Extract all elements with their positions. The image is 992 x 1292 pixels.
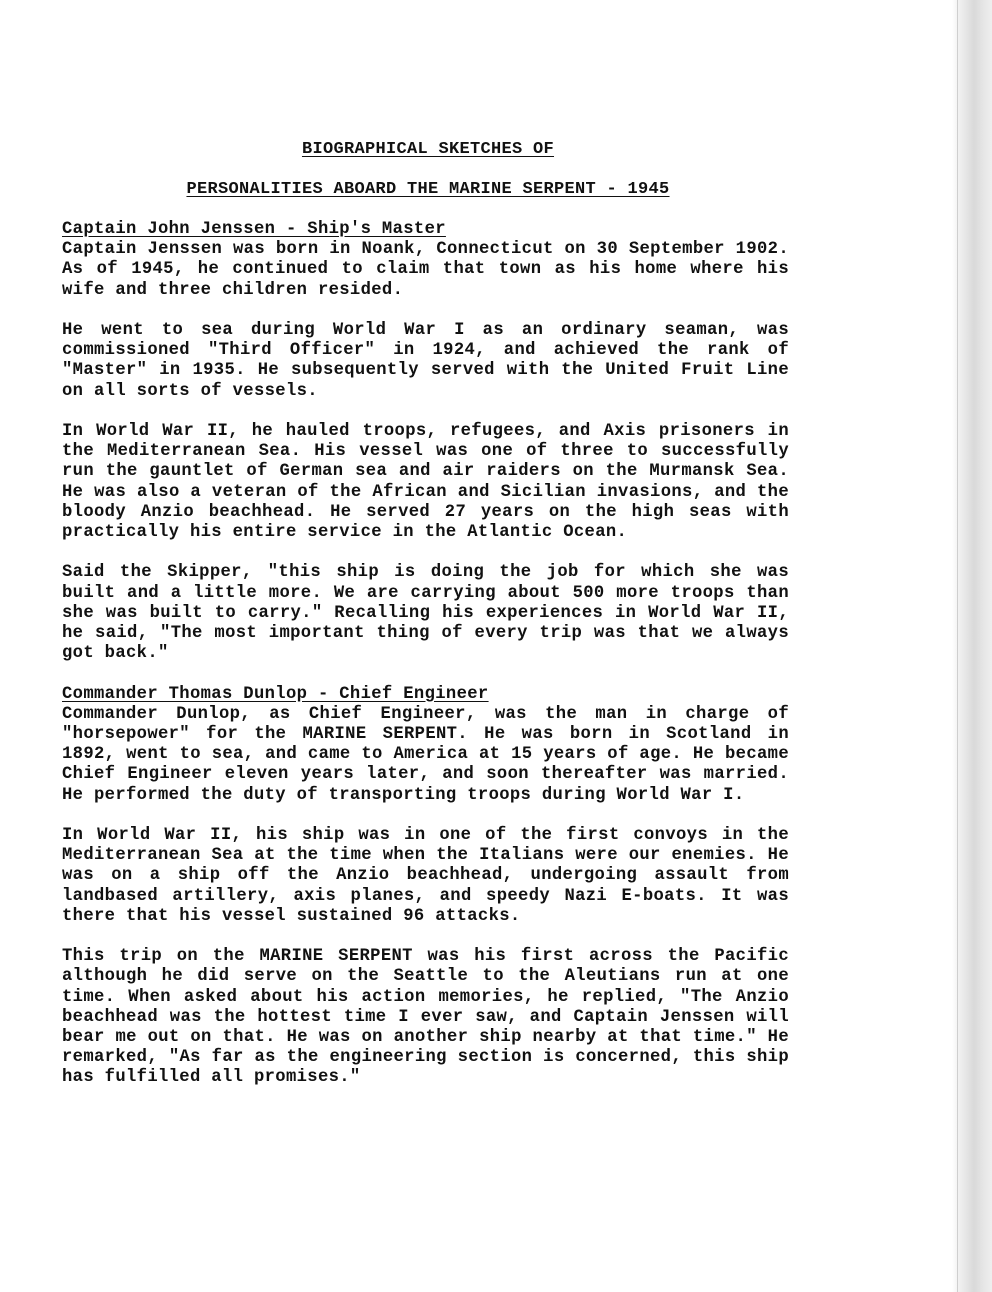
page-edge-shadow xyxy=(952,0,992,1292)
page-edge-line xyxy=(957,0,958,1292)
title-line-1: BIOGRAPHICAL SKETCHES OF xyxy=(301,140,555,159)
paragraph: Captain Jenssen was born in Noank, Connecticut on 30 September 1902. As of 1945, he continued to claim that town as his home where his wife and three children resided. xyxy=(62,240,789,300)
paragraph: In World War II, his ship was in one of the first convoys in the Mediterranean Sea at the time when the Italians were our enemies. He was on a ship off the Anzio beachhead, undergoing assault from landbased artillery, axis planes, and speedy Nazi E-boats. It was there that his vessel sustained 96 attacks. xyxy=(62,826,789,926)
section-jenssen xyxy=(62,220,789,664)
paragraph: He went to sea during World War I as an ordinary seaman, was commissioned "Third Officer" in 1924, and achieved the rank of "Master" in 1935. He subsequently served with the United Fruit Line on all sorts of vessels. xyxy=(62,321,789,401)
paragraph: Said the Skipper, "this ship is doing the job for which she was built and a little more. We are carrying about 500 more troops than she was built to carry." Recalling his experiences in World War II, he said, "The most important thing of every trip was that we always got back." xyxy=(62,563,789,664)
paragraph: Commander Dunlop, as Chief Engineer, was the man in charge of "horsepower" for the MARINE SERPENT. He was born in Scotland in 1892, went to sea, and came to America at 15 years of age. He became Chief Engineer eleven years later, and soon thereafter was married. He performed the duty of transporting troops during World War I. xyxy=(62,704,789,805)
section-heading: Commander Thomas Dunlop - Chief Engineer xyxy=(62,684,489,704)
title-line-2: PERSONALITIES ABOARD THE MARINE SERPENT - 1945 xyxy=(186,180,670,199)
paragraph: In World War II, he hauled troops, refugees, and Axis prisoners in the Mediterranean Sea. His vessel was one of three to successfully run the gauntlet of German sea and air raiders on the Murmansk Sea. He was also a veteran of the African and Sicilian invasions, and the bloody Anzio beachhead. He served 27 years on the high seas with practically his entire service in the Atlantic Ocean. xyxy=(62,422,789,543)
section-heading: Captain John Jenssen - Ship's Master xyxy=(62,220,446,239)
paragraph: This trip on the MARINE SERPENT was his first across the Pacific although he did serve on the Seattle to the Aleutians run at one time. When asked about his action memories, he replied, "The Anzio beachhead was the hottest time I ever saw, and Captain Jenssen will bear me out on that. He was on another ship nearby at that time." He remarked, "As far as the engineering section is concerned, this ship has fulfilled all promises." xyxy=(62,947,789,1088)
section-dunlop xyxy=(62,685,789,1089)
document-body xyxy=(62,220,789,1109)
